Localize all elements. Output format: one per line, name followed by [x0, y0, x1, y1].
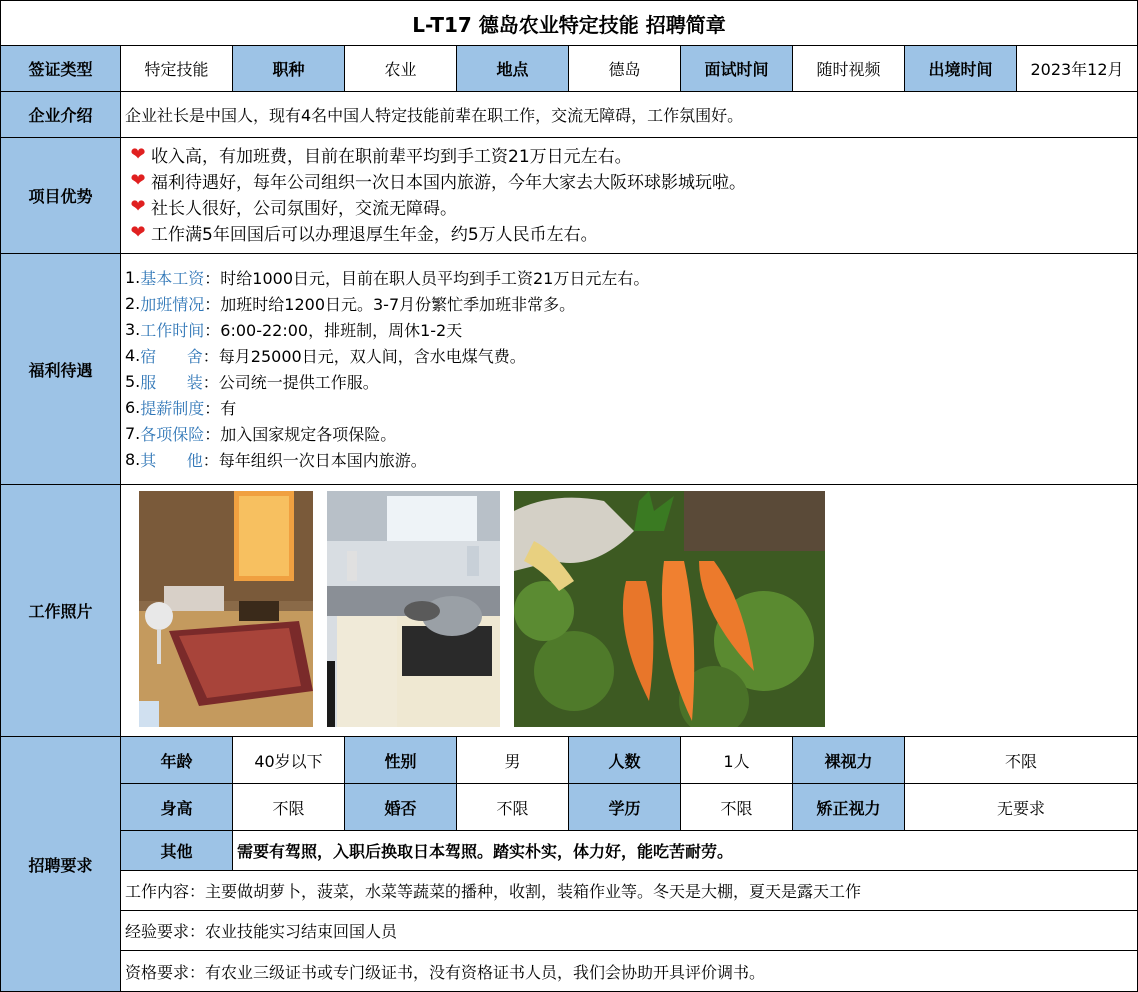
gender-label: 性别 — [345, 737, 457, 783]
kitchen-photo — [327, 491, 500, 727]
photos-label: 工作照片 — [1, 485, 121, 736]
advantages-list — [121, 138, 1137, 253]
photos-row — [1, 485, 1137, 737]
advantage-item: ❤ 工作满5年回国后可以办理退厚生年金，约5万人民币左右。 — [125, 219, 1133, 245]
dorm-room-photo — [139, 491, 313, 727]
education-label: 学历 — [569, 784, 681, 830]
job-type-label: 职种 — [233, 46, 345, 91]
age-value: 40岁以下 — [233, 737, 345, 783]
visa-type-value: 特定技能 — [121, 46, 233, 91]
other-label: 其他 — [121, 831, 233, 870]
experience-text: 经验要求：农业技能实习结束回国人员 — [121, 911, 1137, 951]
benefit-item: 8. 其 他 ：每年组织一次日本国内旅游。 — [125, 449, 427, 470]
other-text: 需要有驾照，入职后换取日本驾照。踏实朴实，体力好，能吃苦耐劳。 — [237, 842, 734, 861]
corrected-eyesight-label: 矫正视力 — [793, 784, 905, 830]
advantage-item: ❤ 社长人很好，公司氛围好，交流无障碍。 — [125, 193, 1133, 219]
headcount-value: 1人 — [681, 737, 793, 783]
qualification-text: 资格要求：有农业三级证书或专门级证书，没有资格证书人员，我们会协助开具评价调书。 — [125, 962, 766, 982]
carrot-harvest-photo — [514, 491, 825, 727]
gender-value: 男 — [457, 737, 569, 783]
departure-time-label: 出境时间 — [905, 46, 1017, 91]
height-label: 身高 — [121, 784, 233, 830]
benefit-item: 5. 服 装 ：公司统一提供工作服。 — [125, 371, 379, 392]
requirements-row — [1, 737, 1137, 991]
heart-icon: ❤ — [130, 221, 146, 243]
corrected-eyesight-value: 无要求 — [996, 798, 1045, 818]
benefit-item: 1. 基本工资 ：时给1000日元，目前在职人员平均到手工资21万日元左右。 — [125, 267, 650, 288]
location-value: 德岛 — [569, 46, 681, 91]
benefits-list — [121, 254, 1137, 484]
page-title: L-T17 德岛农业特定技能 招聘简章 — [1, 1, 1137, 46]
height-value: 不限 — [233, 784, 345, 830]
benefit-item: 3. 工作时间 ：6:00-22:00，排班制，周休1-2天 — [125, 319, 463, 340]
requirements-other-row — [121, 831, 1137, 871]
company-row — [1, 92, 1137, 138]
naked-eyesight-label: 裸视力 — [793, 737, 905, 783]
benefit-item: 2. 加班情况 ：加班时给1200日元。3-7月份繁忙季加班非常多。 — [125, 293, 576, 314]
info-row — [1, 46, 1137, 92]
benefit-item: 4. 宿 舍 ：每月25000日元，双人间，含水电煤气费。 — [125, 345, 526, 366]
requirements-row-1 — [121, 737, 1137, 784]
work-content-text: 工作内容：主要做胡萝卜，菠菜，水菜等蔬菜的播种，收割，装箱作业等。冬天是大棚，夏天是露天工作 — [121, 871, 1137, 911]
company-label: 企业介绍 — [1, 92, 121, 137]
interview-time-label: 面试时间 — [681, 46, 793, 91]
benefit-item: 7. 各项保险 ：加入国家规定各项保险。 — [125, 423, 397, 444]
age-label: 年龄 — [121, 737, 233, 783]
advantages-row — [1, 138, 1137, 254]
advantages-label: 项目优势 — [1, 138, 121, 253]
marital-label: 婚否 — [345, 784, 457, 830]
company-text: 企业社长是中国人，现有4名中国人特定技能前辈在职工作，交流无障碍，工作氛围好。 — [125, 106, 744, 125]
benefit-item: 6. 提薪制度 ：有 — [125, 397, 237, 418]
heart-icon: ❤ — [130, 169, 146, 191]
marital-value: 不限 — [457, 784, 569, 830]
headcount-label: 人数 — [569, 737, 681, 783]
benefits-label: 福利待遇 — [1, 254, 121, 484]
education-value: 不限 — [681, 784, 793, 830]
interview-time-value: 随时视频 — [793, 46, 905, 91]
visa-type-label: 签证类型 — [1, 46, 121, 91]
requirements-label: 招聘要求 — [1, 737, 121, 991]
heart-icon: ❤ — [130, 195, 146, 217]
advantage-item: ❤ 福利待遇好，每年公司组织一次日本国内旅游，今年大家去大阪环球影城玩啦。 — [125, 167, 1133, 193]
location-label: 地点 — [457, 46, 569, 91]
heart-icon: ❤ — [130, 143, 146, 165]
advantage-item: ❤ 收入高，有加班费，目前在职前辈平均到手工资21万日元左右。 — [125, 141, 1133, 167]
benefits-row — [1, 254, 1137, 485]
requirements-row-2 — [121, 784, 1137, 831]
naked-eyesight-value: 不限 — [1004, 751, 1037, 771]
job-type-value: 农业 — [345, 46, 457, 91]
departure-time-value: 2023年12月 — [1030, 60, 1124, 79]
